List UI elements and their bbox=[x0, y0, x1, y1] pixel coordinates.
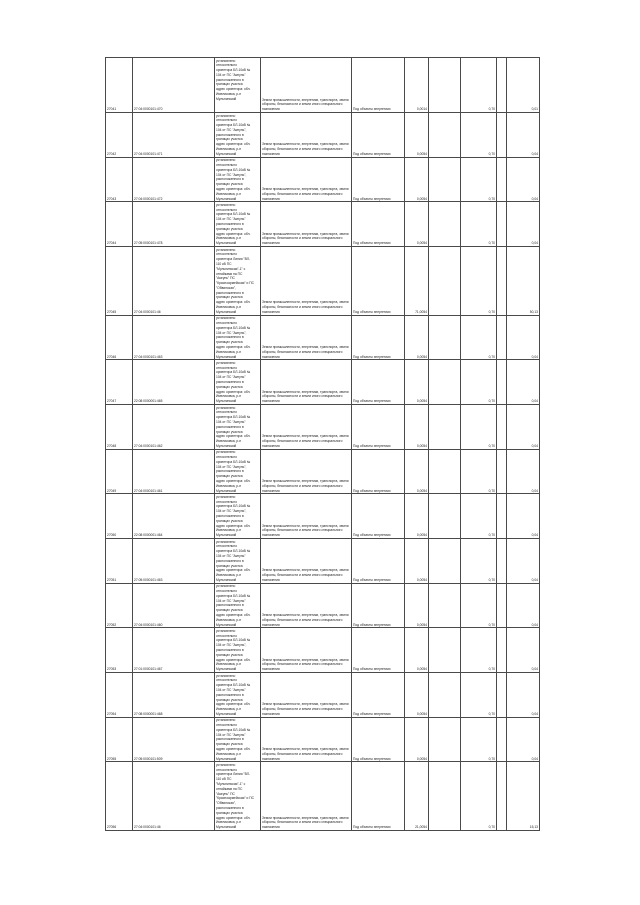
empty-cell bbox=[497, 494, 507, 539]
location-description: установлено относительно ориентира Линия "ВЛ- 110 кВ ПС "Мульнинская"-1" с отпайками на ПС "Амгунь" ПС "Красноармейская" и ПС "Обвинская", расположенного в границах участка адрес ориентира: обл. Имеликовка, р-н Мульнинский bbox=[215, 762, 261, 831]
land-category: Земли промышленности, энергетики, транспорта, земли обороны, безопасности и земли иного специального назначения bbox=[261, 762, 352, 831]
rate-value: 0,70 bbox=[461, 494, 497, 539]
location-description: установлено относительно ориентира БЛ-10кВ № 104 от ПС "Амгунь" расположенного в границах участка адрес ориентира: обл. Имеликовка, р-н Мульнинский bbox=[215, 202, 261, 247]
table-row bbox=[106, 113, 540, 158]
row-number: 27042 bbox=[106, 113, 133, 158]
rate-value: 0,70 bbox=[461, 449, 497, 494]
area-value: 0,0014 bbox=[405, 58, 429, 113]
row-number: 27055 bbox=[106, 717, 133, 762]
row-number: 27051 bbox=[106, 539, 133, 584]
total-value: 0,04 bbox=[507, 113, 540, 158]
total-value: 0,04 bbox=[507, 583, 540, 628]
table-row bbox=[106, 539, 540, 584]
total-value: 0,04 bbox=[507, 360, 540, 405]
total-value: 0,04 bbox=[507, 717, 540, 762]
empty-cell bbox=[429, 583, 461, 628]
land-category: Земли промышленности, энергетики, транспорта, земли обороны, безопасности и земли иного специального назначения bbox=[261, 157, 352, 202]
cadastral-number: 27:04:0000101:471 bbox=[133, 113, 215, 158]
permitted-use: Под объекты энергетики bbox=[352, 315, 405, 360]
land-category: Земли промышленности, энергетики, транспорта, земли обороны, безопасности и земли иного специального назначения bbox=[261, 247, 352, 316]
area-value: 0,0054 bbox=[405, 315, 429, 360]
rate-value: 0,70 bbox=[461, 628, 497, 673]
table-row bbox=[106, 583, 540, 628]
empty-cell bbox=[497, 315, 507, 360]
permitted-use: Под объекты энергетики bbox=[352, 58, 405, 113]
area-value: 0,0054 bbox=[405, 449, 429, 494]
total-value: 0,04 bbox=[507, 539, 540, 584]
empty-cell bbox=[429, 360, 461, 405]
row-number: 27056 bbox=[106, 762, 133, 831]
rate-value: 0,70 bbox=[461, 247, 497, 316]
cadastral-number: 22:08:0000001:465 bbox=[133, 360, 215, 405]
total-value: 0,04 bbox=[507, 628, 540, 673]
table-row bbox=[106, 717, 540, 762]
land-category: Земли промышленности, энергетики, транспорта, земли обороны, безопасности и земли иного специального назначения bbox=[261, 717, 352, 762]
table-row bbox=[106, 202, 540, 247]
document-page bbox=[105, 57, 539, 831]
row-number: 27044 bbox=[106, 202, 133, 247]
permitted-use: Под объекты энергетики bbox=[352, 113, 405, 158]
empty-cell bbox=[429, 113, 461, 158]
location-description: установлено относительно ориентира БЛ-10кВ № 104 от ПС "Амгунь", расположенного в границах участка адрес ориентира: обл. Имеликовка, р-н Мульнинский bbox=[215, 628, 261, 673]
permitted-use: Под объекты энергетики bbox=[352, 762, 405, 831]
cadastral-number: 27:04:0000101:461 bbox=[133, 449, 215, 494]
empty-cell bbox=[497, 202, 507, 247]
permitted-use: Под объекты энергетики bbox=[352, 202, 405, 247]
location-description: установлено относительно ориентира БЛ-10кВ № 104 от ПС "Амгунь", расположенного в границах участка адрес ориентира: обл. Имеликовка, р-н Мульнинский bbox=[215, 494, 261, 539]
area-value: 0,0054 bbox=[405, 717, 429, 762]
area-value: 0,0054 bbox=[405, 494, 429, 539]
land-category: Земли промышленности, энергетики, транспорта, земли обороны, безопасности и земли иного специального назначения bbox=[261, 113, 352, 158]
land-category: Земли промышленности, энергетики, транспорта, земли обороны, безопасности и земли иного специального назначения bbox=[261, 315, 352, 360]
permitted-use: Под объекты энергетики bbox=[352, 539, 405, 584]
area-value: 0,0054 bbox=[405, 202, 429, 247]
location-description: установлено относительно ориентира БЛ-10кВ № 104 от ПС "Амгунь" расположенного в границах участка адрес ориентира: обл. Имеликовка, р-н Мульнинский bbox=[215, 717, 261, 762]
row-number: 27045 bbox=[106, 247, 133, 316]
land-category: Земли промышленности, энергетики, транспорта, земли обороны, безопасности и земли иного специального назначения bbox=[261, 360, 352, 405]
total-value: 0,04 bbox=[507, 202, 540, 247]
land-category: Земли промышленности, энергетики, транспорта, земли обороны, безопасности и земли иного специального назначения bbox=[261, 539, 352, 584]
empty-cell bbox=[429, 157, 461, 202]
land-category: Земли промышленности, энергетики, транспорта, земли обороны, безопасности и земли иного специального назначения bbox=[261, 583, 352, 628]
total-value: 0,04 bbox=[507, 449, 540, 494]
cadastral-number: 27:04:0000101:470 bbox=[133, 58, 215, 113]
table-row bbox=[106, 315, 540, 360]
permitted-use: Под объекты энергетики bbox=[352, 494, 405, 539]
rate-value: 0,70 bbox=[461, 157, 497, 202]
empty-cell bbox=[497, 360, 507, 405]
cadastral-number: 27:04:0000101:46 bbox=[133, 247, 215, 316]
rate-value: 0,70 bbox=[461, 717, 497, 762]
area-value: 71,0054 bbox=[405, 247, 429, 316]
rate-value: 0,70 bbox=[461, 360, 497, 405]
table-row bbox=[106, 628, 540, 673]
empty-cell bbox=[497, 405, 507, 450]
location-description: установлено относительно ориентира БЛ-10кВ № 104 от ПС "Амгунь" расположенного в границах участка адрес ориентира: обл. Имеликовка, р-н Мульнинский bbox=[215, 673, 261, 718]
empty-cell bbox=[497, 247, 507, 316]
permitted-use: Под объекты энергетики bbox=[352, 717, 405, 762]
row-number: 27043 bbox=[106, 157, 133, 202]
total-value: 0,04 bbox=[507, 405, 540, 450]
location-description: установлено относительно ориентира БЛ-10кВ № 104 от ПС "Амгунь" расположенного в границах участка адрес ориентира: обл. Имеликовка, р-н Мульнинский bbox=[215, 360, 261, 405]
total-value: 0,04 bbox=[507, 157, 540, 202]
empty-cell bbox=[429, 405, 461, 450]
empty-cell bbox=[429, 202, 461, 247]
empty-cell bbox=[497, 157, 507, 202]
rate-value: 0,70 bbox=[461, 673, 497, 718]
cadastral-number: 22:08:0000001:464 bbox=[133, 494, 215, 539]
location-description: установлено относительно ориентира БЛ-10кВ № 104 от ПС "Амгунь" расположенного в границах участка адрес ориентира: обл. Имеликовка, р-н Мульнинский bbox=[215, 58, 261, 113]
cadastral-number: 27:04:0000101:462 bbox=[133, 405, 215, 450]
empty-cell bbox=[429, 762, 461, 831]
total-value: 0,01 bbox=[507, 58, 540, 113]
row-number: 27050 bbox=[106, 494, 133, 539]
area-value: 0,0054 bbox=[405, 360, 429, 405]
total-value: 50,13 bbox=[507, 247, 540, 316]
land-category: Земли промышленности, энергетики, транспорта, земли обороны, безопасности и земли иного специального назначения bbox=[261, 449, 352, 494]
cadastral-number: 27:08:0000001:468 bbox=[133, 673, 215, 718]
empty-cell bbox=[429, 673, 461, 718]
empty-cell bbox=[429, 494, 461, 539]
total-value: 0,04 bbox=[507, 494, 540, 539]
empty-cell bbox=[429, 539, 461, 584]
location-description: установлено относительно ориентира БЛ-10кВ № 104 от ПС "Амгунь", расположенного в границах участка адрес ориентира: обл. Имеликовка, р-н Мульнинский bbox=[215, 315, 261, 360]
empty-cell bbox=[497, 717, 507, 762]
empty-cell bbox=[497, 762, 507, 831]
table-row bbox=[106, 247, 540, 316]
empty-cell bbox=[429, 247, 461, 316]
area-value: 0,0054 bbox=[405, 628, 429, 673]
table-row bbox=[106, 360, 540, 405]
land-category: Земли промышленности, энергетики, транспорта, земли обороны, безопасности и земли иного специального назначения bbox=[261, 405, 352, 450]
permitted-use: Под объекты энергетики bbox=[352, 673, 405, 718]
rate-value: 0,70 bbox=[461, 58, 497, 113]
area-value: 0,0054 bbox=[405, 673, 429, 718]
empty-cell bbox=[497, 673, 507, 718]
location-description: установлено относительно ориентира БЛ-10кВ № 104 от ПС "Амгунь", расположенного в границах участка адрес ориентира: обл. Имеликовка, р-н Мульнинский bbox=[215, 449, 261, 494]
empty-cell bbox=[497, 449, 507, 494]
empty-cell bbox=[429, 449, 461, 494]
cadastral-number: 27:04:0000101:463 bbox=[133, 315, 215, 360]
empty-cell bbox=[497, 583, 507, 628]
row-number: 27049 bbox=[106, 449, 133, 494]
cadastral-number: 27:04:0000101:472 bbox=[133, 157, 215, 202]
area-value: 0,0054 bbox=[405, 583, 429, 628]
rate-value: 0,70 bbox=[461, 405, 497, 450]
table-row bbox=[106, 762, 540, 831]
land-category: Земли промышленности, энергетики, транспорта, земли обороны, безопасности и земли иного специального назначения bbox=[261, 628, 352, 673]
cadastral-number: 27:04:0000101:46 bbox=[133, 762, 215, 831]
permitted-use: Под объекты энергетики bbox=[352, 405, 405, 450]
rate-value: 0,70 bbox=[461, 583, 497, 628]
permitted-use: Под объекты энергетики bbox=[352, 247, 405, 316]
empty-cell bbox=[429, 628, 461, 673]
rate-value: 0,70 bbox=[461, 315, 497, 360]
cadastral-number: 27:05:0000101:509 bbox=[133, 717, 215, 762]
rate-value: 0,70 bbox=[461, 762, 497, 831]
cadastral-number: 27:05:0000101:478 bbox=[133, 202, 215, 247]
row-number: 27052 bbox=[106, 583, 133, 628]
permitted-use: Под объекты энергетики bbox=[352, 449, 405, 494]
area-value: 0,0054 bbox=[405, 113, 429, 158]
permitted-use: Под объекты энергетики bbox=[352, 360, 405, 405]
land-category: Земли промышленности, энергетики, транспорта, земли обороны, безопасности и земли иного специального назначения bbox=[261, 58, 352, 113]
rate-value: 0,70 bbox=[461, 539, 497, 584]
area-value: 21,0054 bbox=[405, 762, 429, 831]
cadastral-number: 27:04:0000101:460 bbox=[133, 583, 215, 628]
area-value: 0,0054 bbox=[405, 405, 429, 450]
row-number: 27048 bbox=[106, 405, 133, 450]
empty-cell bbox=[497, 58, 507, 113]
land-category: Земли промышленности, энергетики, транспорта, земли обороны, безопасности и земли иного специального назначения bbox=[261, 673, 352, 718]
location-description: установлено относительно ориентира БЛ-10кВ № 104 от ПС "Амгунь", расположенного в границах участка адрес ориентира: обл. Имеликовка, р-н Мульнинский bbox=[215, 157, 261, 202]
table-row bbox=[106, 157, 540, 202]
empty-cell bbox=[497, 628, 507, 673]
land-plots-table bbox=[105, 57, 540, 831]
total-value: 0,04 bbox=[507, 673, 540, 718]
table-row bbox=[106, 58, 540, 113]
rate-value: 0,70 bbox=[461, 113, 497, 158]
empty-cell bbox=[497, 113, 507, 158]
location-description: установлено относительно ориентира БЛ-10кВ № 104 от ПС "Амгунь", расположенного в границах участка адрес ориентира: обл. Имеликовка, р-н Мульнинский bbox=[215, 113, 261, 158]
table-row bbox=[106, 494, 540, 539]
permitted-use: Под объекты энергетики bbox=[352, 583, 405, 628]
table-row bbox=[106, 449, 540, 494]
table-body bbox=[106, 58, 540, 831]
location-description: установлено относительно ориентира БЛ-10кВ № 104 от ПС "Амгунь" расположенного в границах участка адрес ориентира: обл. Имеликовка, р-н Мульнинский bbox=[215, 539, 261, 584]
location-description: установлено относительно ориентира БЛ-10кВ № 104 от ПС "Амгунь" расположенного в границах участка адрес ориентира: обл. Имеликовка, р-н Мульнинский bbox=[215, 583, 261, 628]
cadastral-number: 27:01:0000101:467 bbox=[133, 628, 215, 673]
land-category: Земли промышленности, энергетики, транспорта, земли обороны, безопасности и земли иного специального назначения bbox=[261, 494, 352, 539]
total-value: 15,13 bbox=[507, 762, 540, 831]
area-value: 0,0054 bbox=[405, 539, 429, 584]
row-number: 27046 bbox=[106, 315, 133, 360]
table-row bbox=[106, 673, 540, 718]
row-number: 27054 bbox=[106, 673, 133, 718]
land-category: Земли промышленности, энергетики, транспорта, земли обороны, безопасности и земли иного специального назначения bbox=[261, 202, 352, 247]
total-value: 0,04 bbox=[507, 315, 540, 360]
permitted-use: Под объекты энергетики bbox=[352, 157, 405, 202]
empty-cell bbox=[429, 58, 461, 113]
empty-cell bbox=[497, 539, 507, 584]
area-value: 0,0054 bbox=[405, 157, 429, 202]
table-row bbox=[106, 405, 540, 450]
empty-cell bbox=[429, 717, 461, 762]
row-number: 27053 bbox=[106, 628, 133, 673]
row-number: 27047 bbox=[106, 360, 133, 405]
permitted-use: Под объекты энергетики bbox=[352, 628, 405, 673]
cadastral-number: 27:05:0000101:463 bbox=[133, 539, 215, 584]
empty-cell bbox=[429, 315, 461, 360]
location-description: установлено относительно ориентира БЛ-10кВ № 104 от ПС "Амгунь" расположенного в границах участка адрес ориентира: обл. Имеликовка, р-н Мульнинский bbox=[215, 405, 261, 450]
location-description: установлено относительно ориентира Линия "ВЛ- 110 кВ ПС "Мульнинская"-1" с отпайками на ПС "Амгунь" ПС "Красноармейская" и ПС "Обвинская", расположенного в границах участка адрес ориентира: обл. Имеликовка, р-н Мульнинский bbox=[215, 247, 261, 316]
row-number: 27041 bbox=[106, 58, 133, 113]
rate-value: 0,70 bbox=[461, 202, 497, 247]
